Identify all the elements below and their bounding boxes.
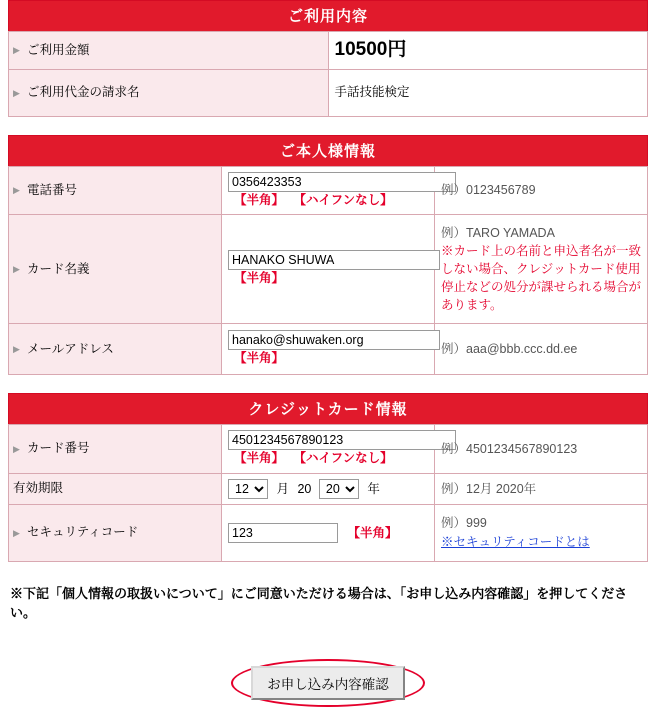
- usage-section-header: [9, 1, 648, 32]
- cardname-input-cell: [222, 215, 435, 324]
- agreement-text: ※下記「個人情報の取扱いについて」にご同意いただける場合は、「お申し込み内容確認」を押してください。: [10, 585, 628, 621]
- usage-amount-label: ご利用金額: [27, 42, 90, 57]
- table-row: [9, 215, 648, 324]
- table-row: [9, 425, 648, 474]
- security-code-input[interactable]: [228, 523, 338, 543]
- cardnumber-nohyphen-note: 【ハイフンなし】: [293, 451, 393, 466]
- table-row: [9, 32, 648, 70]
- cardname-label: カード名義: [27, 261, 90, 276]
- cardname-example: 例）TARO YAMADA: [441, 225, 555, 240]
- expiry-year-unit: 年: [367, 481, 380, 496]
- usage-section: [8, 0, 648, 117]
- bullet-arrow-icon: ▶: [13, 264, 20, 275]
- credit-section-header: [9, 394, 648, 425]
- usage-title: ご利用内容: [9, 1, 648, 32]
- table-row: [9, 504, 648, 561]
- table-row: [9, 473, 648, 504]
- security-code-help-link[interactable]: ※セキュリティコードとは: [441, 534, 590, 549]
- cardnumber-hankaku-note: 【半角】: [234, 451, 285, 466]
- cardname-warning: ※カード上の名前と申込者名が一致しない場合、クレジットカード使用停止などの処分が課せられる場合があります。: [441, 243, 642, 313]
- personal-section: [8, 135, 648, 376]
- usage-amount-label-cell: [9, 32, 329, 70]
- phone-label-cell: [9, 166, 222, 215]
- cardnumber-input[interactable]: [228, 430, 456, 450]
- bullet-arrow-icon: ▶: [13, 344, 20, 355]
- phone-example: 例）0123456789: [435, 166, 648, 215]
- submit-area: [0, 659, 656, 707]
- cardnumber-label-cell: [9, 425, 222, 474]
- bullet-arrow-icon: ▶: [13, 87, 20, 98]
- cardname-input[interactable]: [228, 250, 440, 270]
- email-input-cell: [222, 324, 435, 375]
- expiry-month-unit: 月: [276, 481, 289, 496]
- usage-amount-value-cell: [328, 32, 648, 70]
- phone-hankaku-note: 【半角】: [234, 192, 285, 207]
- expiry-year-select[interactable]: [319, 479, 359, 499]
- cardnumber-example: 例）4501234567890123: [435, 425, 648, 474]
- expiry-input-cell: [222, 473, 435, 504]
- credit-title: クレジットカード情報: [9, 394, 648, 425]
- phone-input-cell: [222, 166, 435, 215]
- table-row: [9, 166, 648, 215]
- cardname-label-cell: [9, 215, 222, 324]
- usage-billing-label: ご利用代金の請求名: [27, 85, 140, 100]
- expiry-year-prefix: 20: [297, 481, 312, 496]
- email-input[interactable]: [228, 330, 440, 350]
- usage-amount-value: 10500円: [334, 39, 407, 60]
- expiry-month-select[interactable]: [228, 479, 268, 499]
- usage-billing-value-cell: [328, 69, 648, 116]
- submit-button[interactable]: お申し込み内容確認: [251, 666, 405, 700]
- table-row: [9, 324, 648, 375]
- usage-billing-value: 手話技能検定: [334, 84, 410, 99]
- email-hankaku-note: 【半角】: [234, 351, 285, 366]
- security-note-cell: [435, 504, 648, 561]
- cardnumber-label: カード番号: [27, 441, 90, 456]
- expiry-label-cell: [9, 473, 222, 504]
- security-label: セキュリティコード: [27, 525, 139, 540]
- bullet-arrow-icon: ▶: [13, 443, 20, 454]
- security-hankaku-note: 【半角】: [347, 525, 398, 540]
- cardname-hankaku-note: 【半角】: [234, 271, 285, 286]
- security-input-cell: [222, 504, 435, 561]
- table-row: [9, 69, 648, 116]
- email-label: メールアドレス: [27, 341, 114, 356]
- bullet-arrow-icon: ▶: [13, 185, 20, 196]
- personal-section-header: [9, 135, 648, 166]
- email-example: 例）aaa@bbb.ccc.dd.ee: [435, 324, 648, 375]
- cardname-note-cell: [435, 215, 648, 324]
- security-example: 例）999: [441, 516, 487, 531]
- phone-label: 電話番号: [27, 182, 78, 197]
- expiry-example: 例）12月 2020年: [435, 473, 648, 504]
- submit-highlight-ellipse: [231, 659, 425, 707]
- bullet-arrow-icon: ▶: [13, 45, 20, 56]
- personal-title: ご本人様情報: [9, 135, 648, 166]
- email-label-cell: [9, 324, 222, 375]
- security-label-cell: [9, 504, 222, 561]
- cardnumber-input-cell: [222, 425, 435, 474]
- phone-input[interactable]: [228, 172, 456, 192]
- expiry-label: 有効期限: [13, 481, 64, 496]
- phone-nohyphen-note: 【ハイフンなし】: [293, 192, 393, 207]
- credit-section: [8, 393, 648, 562]
- bullet-arrow-icon: ▶: [13, 527, 20, 538]
- usage-billing-label-cell: [9, 69, 329, 116]
